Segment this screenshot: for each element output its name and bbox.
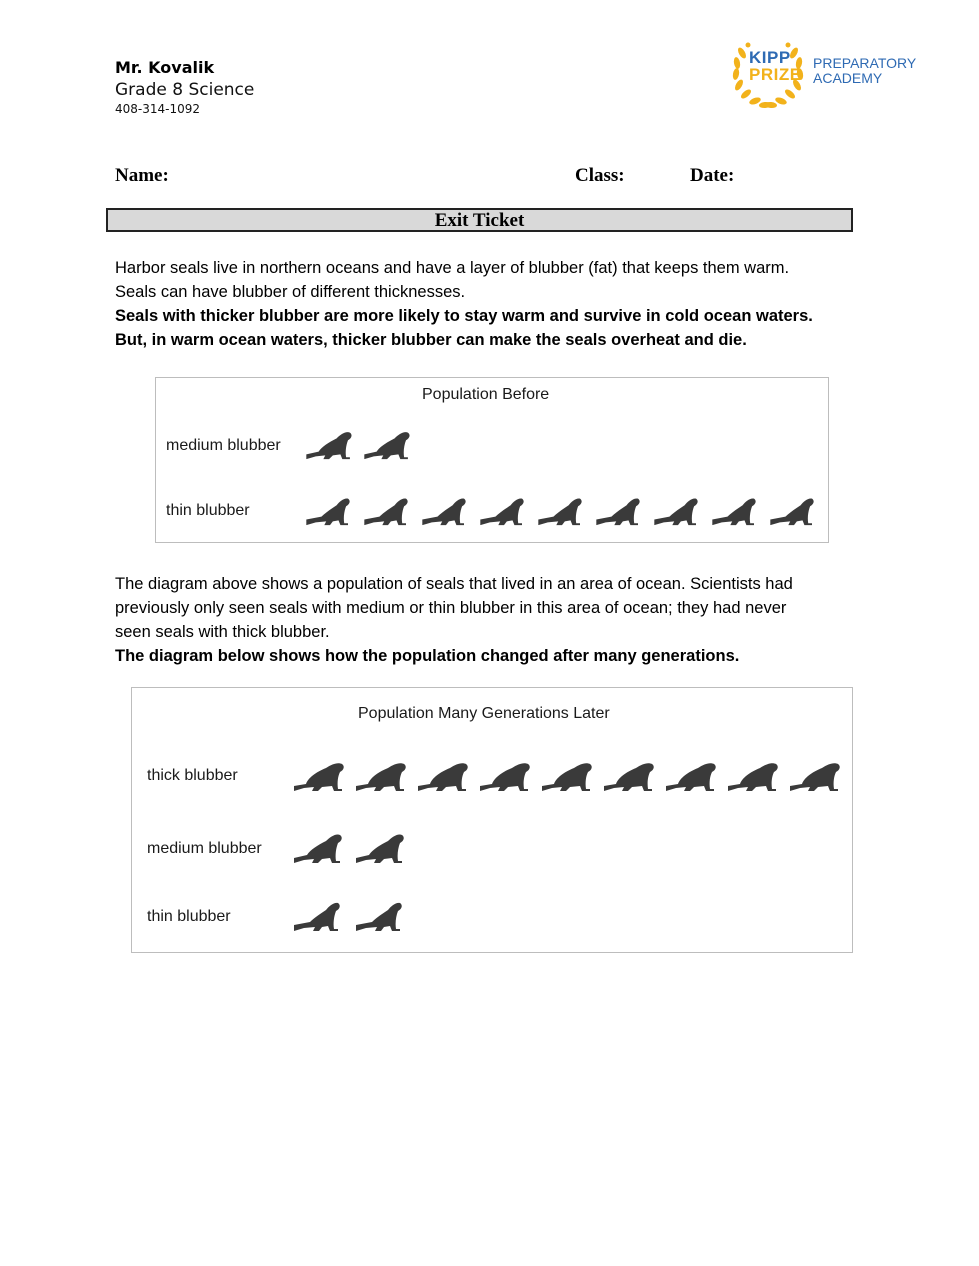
- row-label-medium: medium blubber: [166, 437, 281, 454]
- seal-icon: [768, 492, 820, 528]
- seal-icon: [726, 756, 780, 794]
- seal-icon: [478, 756, 532, 794]
- seal-icon: [354, 828, 408, 866]
- teacher-info: [115, 57, 254, 117]
- explanation-bold: The diagram below shows how the population changed after many generations.: [115, 647, 740, 665]
- row-label-medium: medium blubber: [147, 840, 262, 857]
- class-label: Class:: [575, 165, 625, 186]
- seal-icon: [416, 756, 470, 794]
- seal-icon: [362, 492, 414, 528]
- seal-icon: [354, 896, 408, 934]
- explanation-line-1: The diagram above shows a population of seals that lived in an area of ocean. Scientists had: [115, 575, 793, 593]
- school-logo: [728, 33, 918, 113]
- seal-icon: [664, 756, 718, 794]
- seal-icon: [478, 492, 530, 528]
- seal-icon: [292, 756, 346, 794]
- logo-school-line2: ACADEMY: [813, 70, 883, 86]
- logo-brand-bottom: PRIZE: [749, 65, 802, 84]
- explanation-paragraph: [115, 572, 875, 668]
- row-label-thin: thin blubber: [147, 908, 231, 925]
- teacher-name: Mr. Kovalik: [115, 58, 215, 77]
- teacher-phone: 408-314-1092: [115, 102, 201, 116]
- name-label: Name:: [115, 165, 169, 186]
- course-name: Grade 8 Science: [115, 80, 255, 100]
- seal-icon: [602, 756, 656, 794]
- population-later-diagram: [131, 687, 853, 953]
- seal-icon: [362, 426, 414, 462]
- intro-paragraph: [115, 256, 875, 352]
- diagram-title: Population Before: [422, 386, 550, 403]
- seal-icon: [292, 896, 346, 934]
- logo-brand-top: KIPP: [749, 48, 791, 67]
- intro-line-1: Harbor seals live in northern oceans and have a layer of blubber (fat) that keeps them warm.: [115, 259, 790, 277]
- diagram-title: Population Many Generations Later: [358, 705, 610, 722]
- date-label: Date:: [690, 165, 735, 186]
- explanation-line-2: previously only seen seals with medium or thin blubber in this area of ocean; they had never: [115, 599, 787, 617]
- seal-icon: [652, 492, 704, 528]
- explanation-line-3: seen seals with thick blubber.: [115, 623, 330, 641]
- intro-line-2: Seals can have blubber of different thicknesses.: [115, 283, 466, 301]
- seal-icon: [788, 756, 842, 794]
- seal-icon: [540, 756, 594, 794]
- seal-icon: [536, 492, 588, 528]
- intro-bold-2: But, in warm ocean waters, thicker blubber can make the seals overheat and die.: [115, 331, 747, 349]
- intro-bold-1: Seals with thicker blubber are more likely to stay warm and survive in cold ocean waters.: [115, 307, 813, 325]
- population-before-diagram: [155, 377, 829, 543]
- seal-icon: [304, 492, 356, 528]
- row-label-thick: thick blubber: [147, 767, 238, 784]
- seal-icon: [420, 492, 472, 528]
- seal-icon: [292, 828, 346, 866]
- row-label-thin: thin blubber: [166, 502, 250, 519]
- seal-icon: [354, 756, 408, 794]
- logo-school-line1: PREPARATORY: [813, 55, 917, 71]
- seal-icon: [710, 492, 762, 528]
- exit-ticket-title: Exit Ticket: [106, 208, 853, 232]
- seal-icon: [304, 426, 356, 462]
- seal-icon: [594, 492, 646, 528]
